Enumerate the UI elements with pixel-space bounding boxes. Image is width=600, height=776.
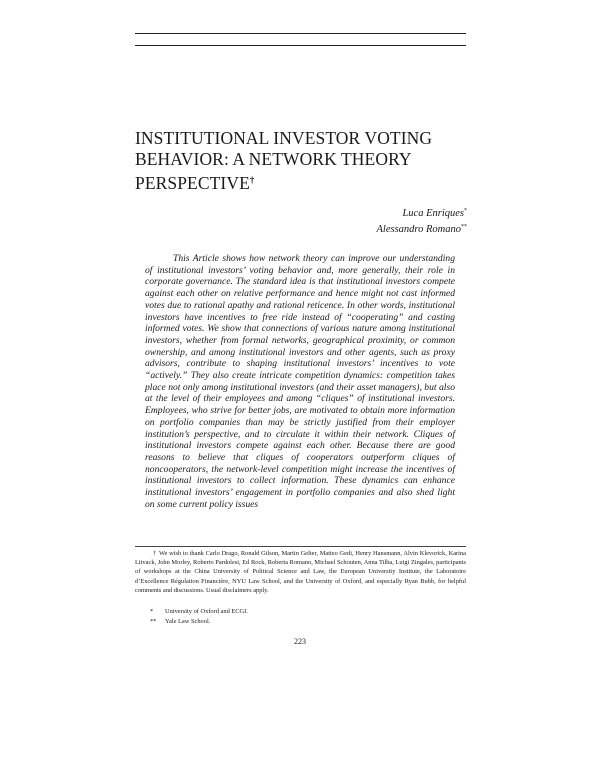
page-number: 223	[294, 637, 306, 646]
article-title-text: INSTITUTIONAL INVESTOR VOTING BEHAVIOR: A NETWORK THEORY PERSPECTIVE	[135, 128, 433, 193]
author-list	[377, 205, 467, 236]
article-title	[135, 128, 465, 194]
header-rule-bottom	[135, 45, 466, 46]
title-footnote-mark: †	[249, 175, 255, 185]
footnote-divider	[135, 546, 466, 547]
footnote-affiliation: ** Yale Law School.	[150, 618, 211, 625]
abstract: This Article shows how network theory can improve our understanding of institutional investors’ voting behavior and, more generally, their role in corporate governance. The standard idea is that institutional investors compete against each other on relative performance and hence might not cast informed votes due to rational apathy and rational reticence. In other words, institutional investors have incentives to free ride instead of “cooperating” and casting informed votes. We show that connections of various nature among institutional investors, whether from formal networks, geographical proximity, or common ownership, and among institutional investors and other agents, such as proxy advisors, contribute to shaping institutional investors’ incentives to vote “actively.” They also create intricate competition dynamics: competition takes place not only among institutional investors (and their asset managers), but also at the level of their employees and among “cliques” of institutional investors. Employees, who strive for better jobs, are motivated to obtain more information on portfolio companies than may be strictly justified from their employer institution’s perspective, and to circulate it within their network. Cliques of institutional investors compete against each other. Because there are good reasons to believe that cliques of cooperators outperform cliques of noncooperators, the network-level competition might increase the incentives of institutional investors to collect information. These dynamics can enhance institutional investors’ engagement in portfolio companies and also shed light on some current policy issues	[145, 253, 455, 510]
footnote-acknowledgments: † We wish to thank Carlo Drago, Ronald Gilson, Martin Gelter, Matteo Gedi, Henry Hansmann, Alvin Klevorick, Karina Litvack, John Morley, Roberto Pardolesi, Ed Rock, Roberta Romano, Michael Schouten, Anna Tilba, Luigi Zingales, participants of workshops at the China University of Political Science and Law, the European University Institute, the Laboratoire d’Excellence Régulation Financière, NYU Law School, and the University of Oxford, and especially Ryan Bubb, for helpful comments and discussions. Usual disclaimers apply.	[135, 550, 466, 594]
footnote-mark: **	[150, 618, 157, 625]
footnote-mark: *	[150, 608, 154, 615]
author: Luca Enriques*	[402, 208, 467, 219]
author-footnote-mark: *	[464, 208, 467, 214]
author: Alessandro Romano**	[376, 223, 467, 235]
footnote-mark: †	[153, 550, 157, 557]
footnote-affiliation: * University of Oxford and ECGI.	[150, 608, 248, 615]
author-footnote-mark: **	[461, 223, 467, 230]
header-rule-top	[135, 33, 466, 34]
